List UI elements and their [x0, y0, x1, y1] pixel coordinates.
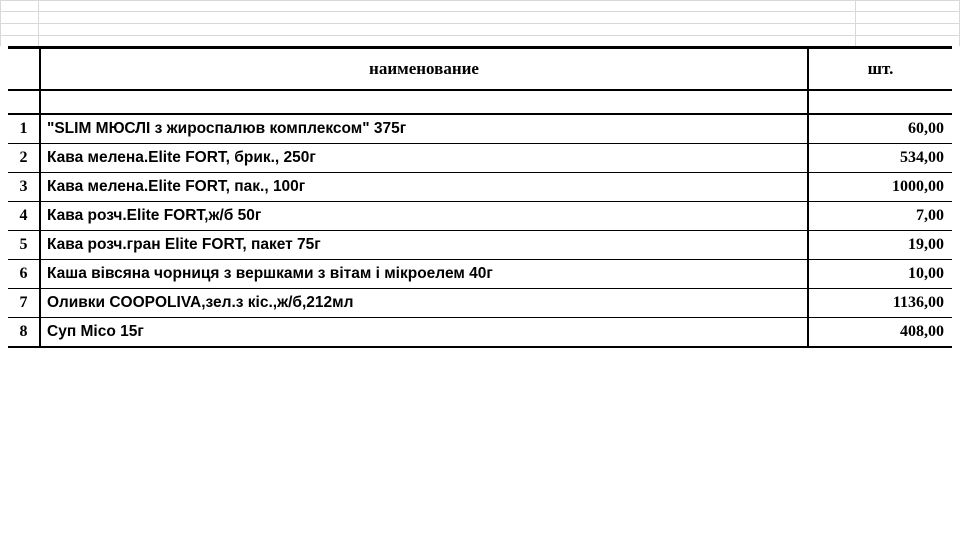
row-qty: 1000,00	[808, 173, 952, 202]
row-number: 6	[8, 260, 40, 289]
row-number: 5	[8, 231, 40, 260]
row-number: 2	[8, 144, 40, 173]
header-qty	[808, 48, 952, 91]
spacer-name	[40, 90, 808, 114]
items-table	[8, 46, 952, 348]
row-qty: 60,00	[808, 114, 952, 144]
spreadsheet-grid-lines	[0, 0, 960, 46]
row-name: Оливки COOPOLIVA,зел.з кіс.,ж/б,212мл	[40, 289, 808, 318]
header-name-label: наименование	[369, 59, 479, 78]
table-row	[8, 231, 952, 260]
row-name: Кава розч.Elite FORT,ж/б 50г	[40, 202, 808, 231]
row-qty: 7,00	[808, 202, 952, 231]
row-name: "SLIM МЮСЛІ з жироспалюв комплексом" 375г	[40, 114, 808, 144]
spacer-num	[8, 90, 40, 114]
row-number: 7	[8, 289, 40, 318]
table-row	[8, 260, 952, 289]
row-qty: 19,00	[808, 231, 952, 260]
row-name: Каша вівсяна чорниця з вершками з вітам і мікроелем 40г	[40, 260, 808, 289]
table-row	[8, 144, 952, 173]
table-row	[8, 289, 952, 318]
row-number: 1	[8, 114, 40, 144]
row-qty: 10,00	[808, 260, 952, 289]
header-num	[8, 48, 40, 91]
header-name	[40, 48, 808, 91]
items-table-wrapper	[8, 46, 952, 348]
row-qty: 534,00	[808, 144, 952, 173]
row-name: Кава мелена.Elite FORT, брик., 250г	[40, 144, 808, 173]
table-row	[8, 202, 952, 231]
header-qty-label: шт.	[867, 59, 894, 78]
row-number: 4	[8, 202, 40, 231]
row-number: 8	[8, 318, 40, 348]
row-name: Кава розч.гран Elite FORT, пакет 75г	[40, 231, 808, 260]
row-name: Суп Mico 15г	[40, 318, 808, 348]
table-row	[8, 173, 952, 202]
row-number: 3	[8, 173, 40, 202]
table-header-row	[8, 48, 952, 91]
table-row	[8, 114, 952, 144]
spacer-qty	[808, 90, 952, 114]
table-spacer-row	[8, 90, 952, 114]
row-qty: 408,00	[808, 318, 952, 348]
row-name: Кава мелена.Elite FORT, пак., 100г	[40, 173, 808, 202]
row-qty: 1136,00	[808, 289, 952, 318]
table-row	[8, 318, 952, 348]
